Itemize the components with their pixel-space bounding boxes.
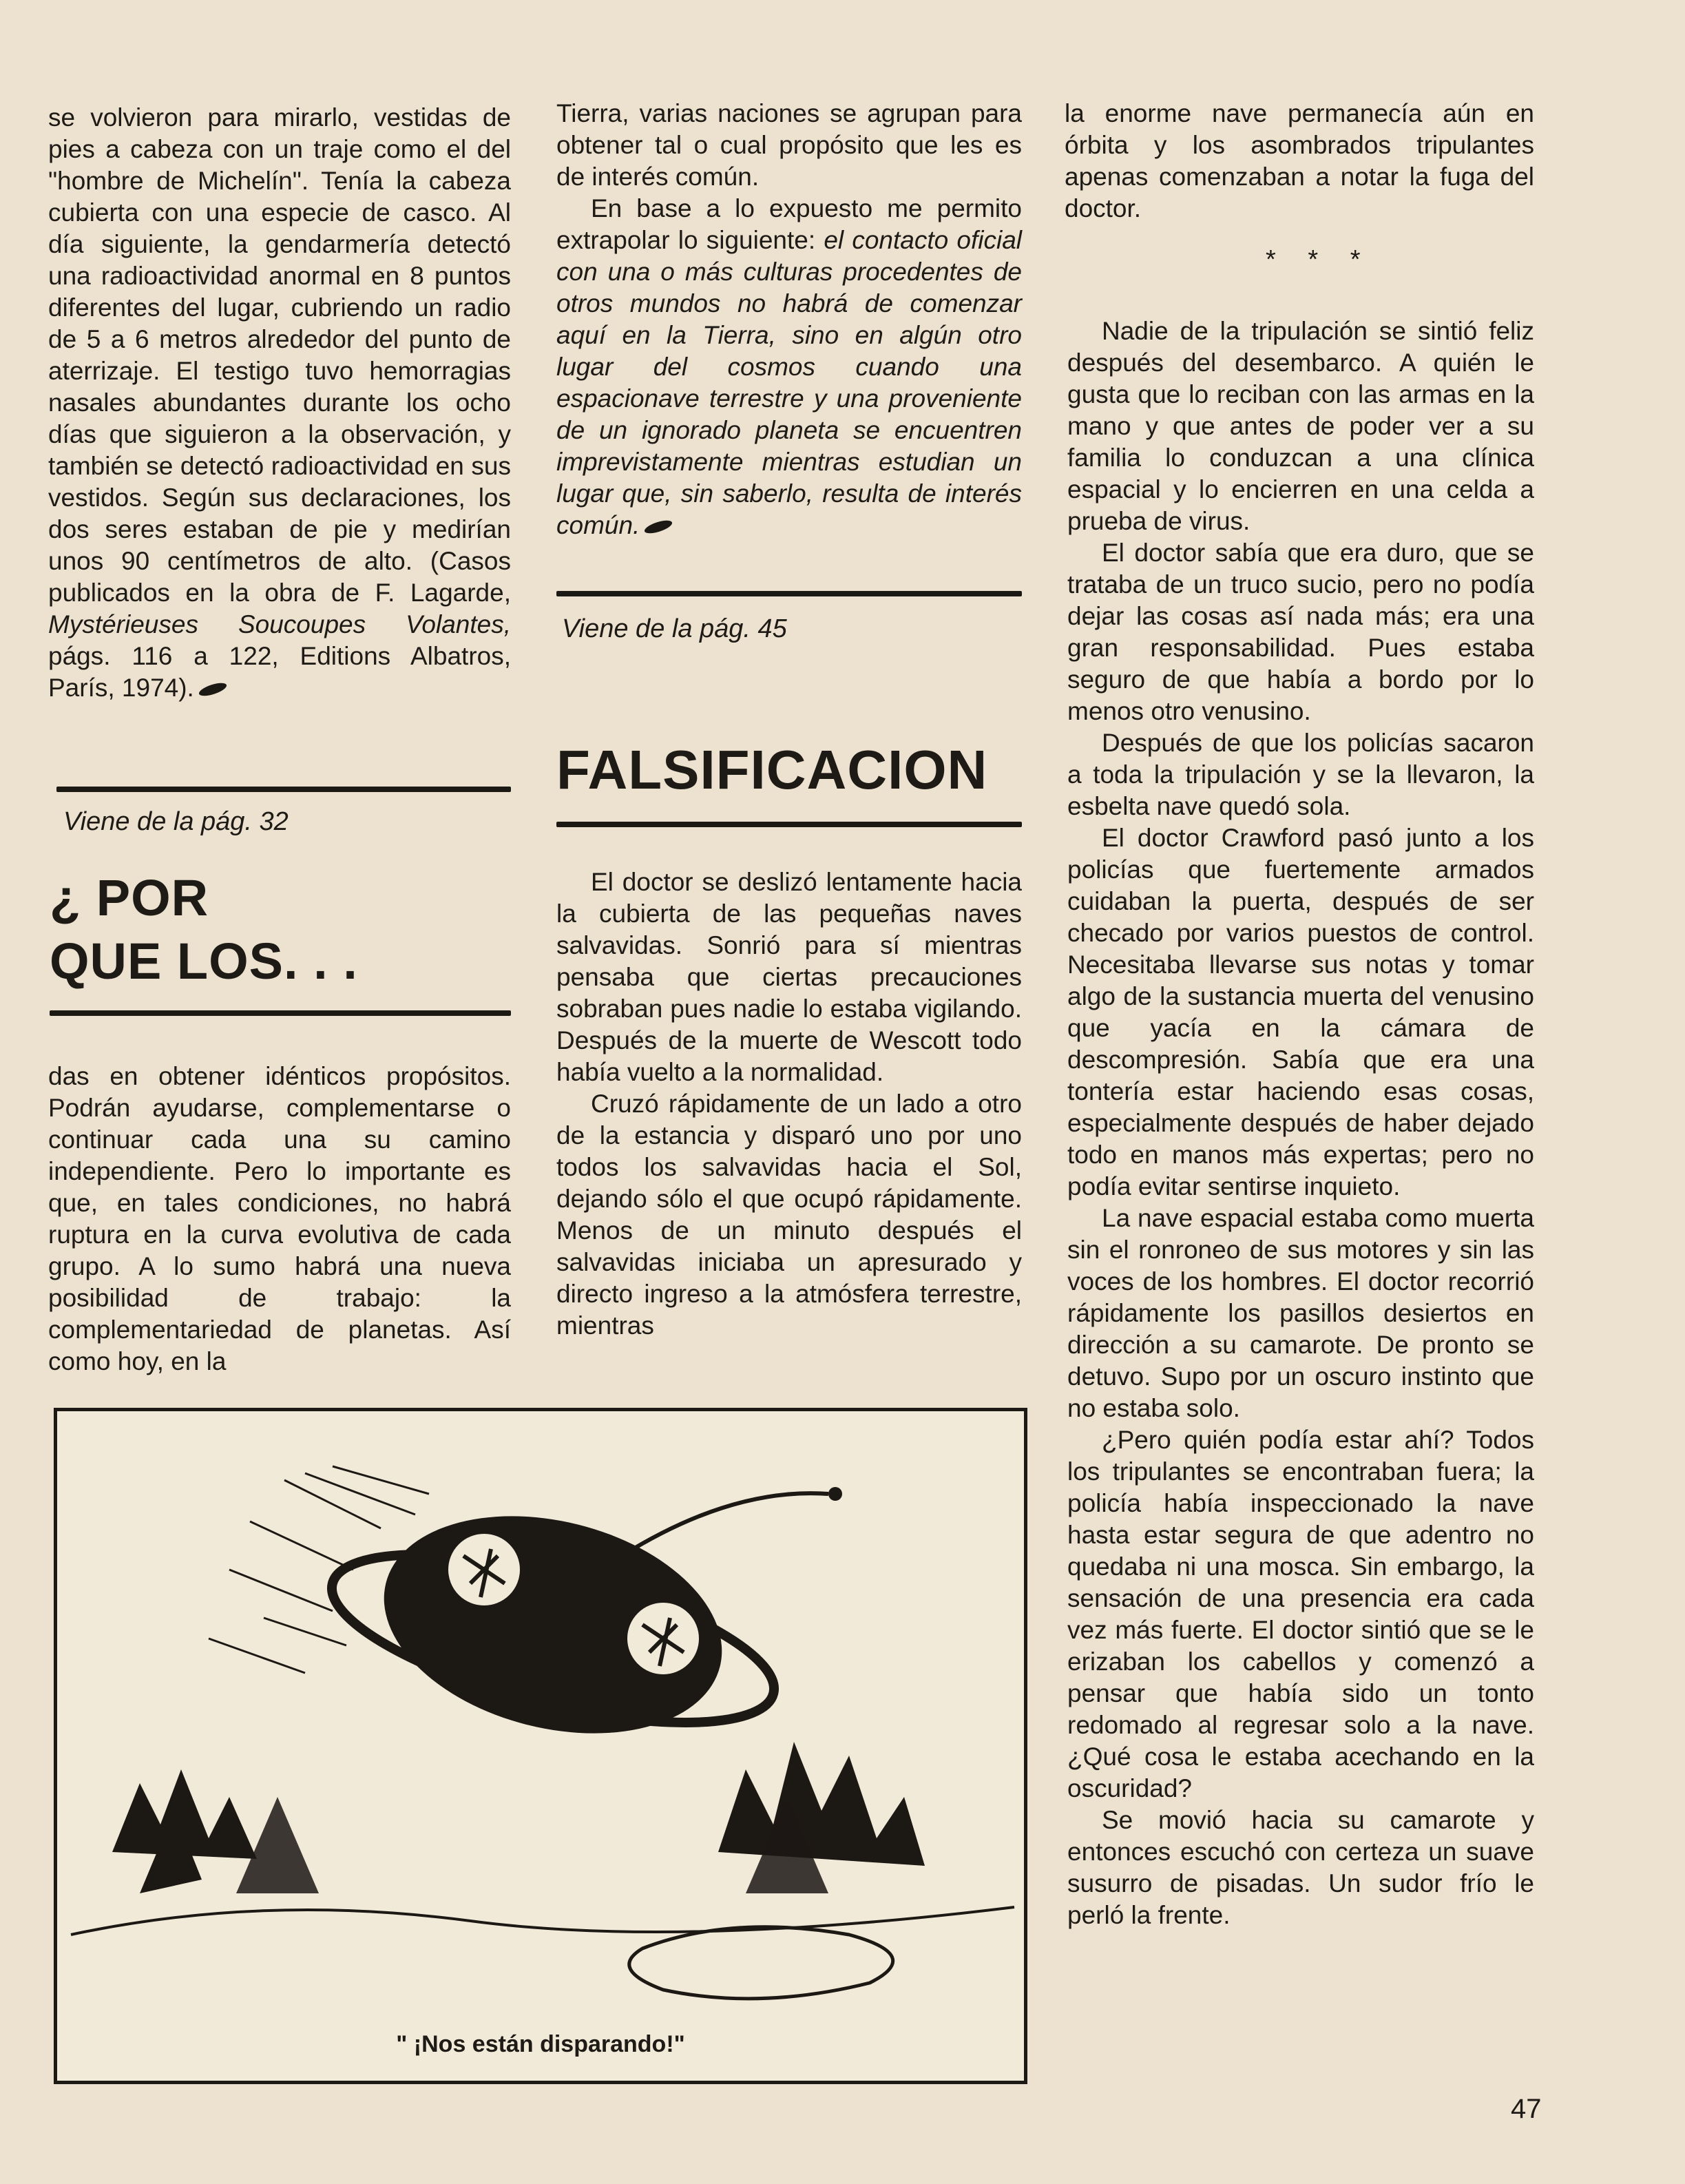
col3-paragraph-6: La nave espacial estaba como muerta sin el ronroneo de sus motores y sin las voces de los hombres. El doctor recorrió rápidamente los pasillos desiertos en dirección a su camarote. De pronto se detuvo. Supo por un oscuro instinto que no estaba solo. <box>1067 1204 1534 1422</box>
divider-rule <box>56 787 511 792</box>
col3-paragraph-7: ¿Pero quién podía estar ahí? Todos los tripulantes se encontraban fuera; la policía había inspeccionado la nave hasta estar segura de que adentro no quedaba ni una mosca. Sin embargo, la sensación de una presencia era cada vez más fuerte. El doctor sintió que se le erizaban los cabellos y comenzó a pensar que había sido un tonto redomado al regresar solo a la nave. ¿Qué cosa le estaba acechando en la oscuridad? <box>1067 1426 1534 1802</box>
col3-paragraph-8: Se movió hacia su camarote y entonces escuchó con certeza un suave susurro de pisadas. Un sudor frío le perló la frente. <box>1067 1806 1534 1929</box>
ground-line <box>71 1907 1014 1935</box>
trees-right <box>718 1742 925 1893</box>
book-title: Mystérieuses Soucoupes Volantes, <box>48 610 511 638</box>
antenna <box>622 1493 828 1556</box>
page-number: 47 <box>1511 2094 1542 2124</box>
col3-paragraph-5: El doctor Crawford pasó junto a los policías que fuertemente armados cuidaban la puerta, después de ser checado por varios puestos de control. Necesitaba llevarse sus notas y tomar algo de la sustancia muerta del venusino que yacía en la cámara de descompresión. Sabía que era una tontería estar haciendo esas cosas, especialmente después de haber dejado todo en manos más expertas; pero no podía evitar sentirse inquieto. <box>1067 824 1534 1200</box>
divider-rule <box>50 1010 511 1016</box>
end-mark-icon <box>198 680 228 698</box>
divider-rule <box>556 591 1022 596</box>
divider-rule <box>556 822 1022 827</box>
col2-paragraph-4: Cruzó rápidamente de un lado a otro de la estancia y disparó uno por uno todos los salvavidas hacia el Sol, dejando sólo el que ocupó rápidamente. Menos de un minuto después el salvavidas iniciaba un apresurado y directo ingreso a la atmósfera terrestre, mientras <box>556 1090 1022 1340</box>
col1-paragraph-1: se volvieron para mirarlo, vestidas de pies a cabeza con un traje como el del "hombre de Michelín". Tenía la cabeza cubierta con una especie de casco. Al día siguiente, la gendarmería detectó una radioactividad anormal en 8 puntos diferentes del lugar, cubriendo un radio de 5 a 6 metros alrededor del punto de aterrizaje. El testigo tuvo hemorragias nasales abundantes durante los ocho días que siguieron a la observación, y también se detectó radioactividad en sus vestidos. Según sus declaraciones, los dos seres estaban de pie y medirían unos 90 centímetros de alto. (Casos publicados en la obra de F. Lagarde, Mystérieuses Soucoupes Volantes, págs. 116 a 122, Editions Albatros, París, 1974). <box>48 103 511 702</box>
col3-paragraph-3: El doctor sabía que era duro, que se trataba de un truco sucio, pero no podía dejar las cosas así nada más; era una gran responsabilidad. Pues estaba seguro de que había a bordo por lo menos otro venusino. <box>1067 539 1534 725</box>
col3-paragraph-1: la enorme nave permanecía aún en órbita y los asombrados tripulantes apenas comenzaban a notar la fuga del doctor. <box>1065 99 1534 222</box>
pond <box>629 1927 893 1999</box>
column-2-top <box>556 98 1022 541</box>
column-1-bottom <box>48 1061 511 1377</box>
column-1-top <box>48 102 511 704</box>
column-3-top <box>1065 98 1534 225</box>
col1-paragraph-2: das en obtener idénticos propósitos. Podrán ayudarse, complementarse o continuar cada una su camino independiente. Pero lo importante es que, en tales condiciones, no habrá ruptura en la curva evolutiva de cada grupo. A lo sumo habrá una nueva posibilidad de trabajo: la complementariedad de planetas. Así como hoy, en la <box>48 1062 511 1375</box>
col2-paragraph-2: En base a lo expuesto me permito extrapolar lo siguiente: el contacto oficial con una o más culturas procedentes de otros mundos no habrá de comenzar aquí en la Tierra, sino en algún otro lugar del cosmos cuando una espacionave terrestre y una proveniente de un ignorado planeta se encuentren imprevistamente mientras estudian un lugar que, sin saberlo, resulta de interés común. <box>556 194 1022 539</box>
col3-paragraph-2: Nadie de la tripulación se sintió feliz después del desembarco. A quién le gusta que lo reciban con las armas en la mano y que antes de poder ver a su familia lo conduzcan a una clínica espacial y lo encierren en una celda a prueba de virus. <box>1067 317 1534 535</box>
continued-from-label: Viene de la pág. 45 <box>562 614 787 643</box>
headline-por-que-los: ¿ POR QUE LOS. . . <box>50 869 358 990</box>
headline-falsificacion: FALSIFICACION <box>556 739 988 800</box>
col2-paragraph-3: El doctor se deslizó lentamente hacia la cubierta de las pequeñas naves salvavidas. Sonrió para sí mientras pensaba que ciertas precauciones sobraban pues nadie lo estaba vigilando. Después de la muerte de Wescott todo había vuelto a la normalidad. <box>556 868 1022 1086</box>
end-mark-icon <box>643 518 673 536</box>
trees-left <box>112 1769 319 1893</box>
ufo-drawing <box>57 1411 1024 2081</box>
section-break-stars: * * * <box>1266 245 1373 274</box>
illustration-caption: " ¡Nos están disparando!" <box>396 2031 685 2057</box>
column-2-bottom <box>556 866 1022 1342</box>
continued-from-label: Viene de la pág. 32 <box>63 807 289 836</box>
illustration-ufo-cartoon <box>54 1408 1027 2084</box>
col2-paragraph-1: Tierra, varias naciones se agrupan para obtener tal o cual propósito que les es de interés común. <box>556 99 1022 191</box>
column-3-body <box>1067 315 1534 1931</box>
col3-paragraph-4: Después de que los policías sacaron a toda la tripulación y se la llevaron, la esbelta nave quedó sola. <box>1067 729 1534 820</box>
